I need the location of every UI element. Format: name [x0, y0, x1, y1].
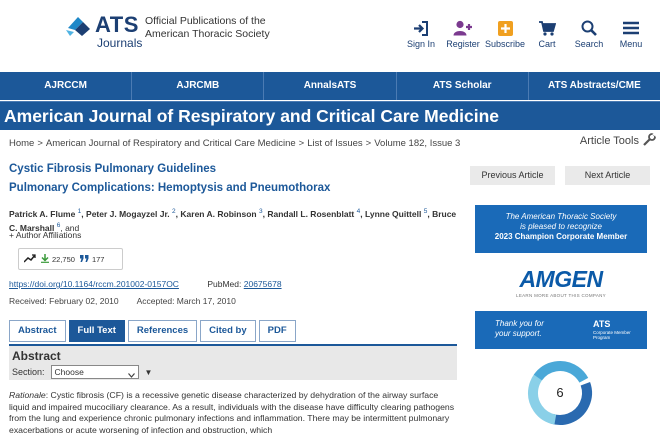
ad-thanks-line-1: Thank you for	[495, 319, 544, 328]
subscribe-icon	[484, 18, 526, 38]
register-icon	[442, 18, 484, 38]
logo-ats-text: ATS	[95, 12, 139, 37]
tagline	[145, 15, 270, 41]
site-header	[0, 0, 660, 70]
ad-line-3: 2023 Champion Corporate Member	[494, 232, 628, 241]
abstract-heading: Abstract	[12, 349, 61, 363]
article-section: Cystic Fibrosis Pulmonary Guidelines	[9, 163, 217, 175]
download-icon	[41, 254, 49, 265]
tab-abstract[interactable]: Abstract	[9, 320, 66, 342]
ad-header	[475, 205, 647, 253]
register-button[interactable]	[442, 18, 484, 49]
nav-item-ats-abstracts[interactable]: ATS Abstracts/CME	[548, 80, 641, 91]
breadcrumb-issue[interactable]: Volume 182, Issue 3	[374, 138, 461, 149]
ats-journals-logo[interactable]	[64, 14, 142, 49]
author-list: Patrick A. Flume $^1$, Peter J. Mogayzel Jr. $^2$, Karen A. Robinson $^3$, Randall L. Rosenblatt $^4$, Lynne Quittell $^5$, Bruce C. Marshall $^6$, and	[9, 208, 457, 233]
breadcrumb-separator: >	[298, 138, 305, 149]
nav-item-ajrccm[interactable]: AJRCCM	[0, 72, 132, 100]
article-tools-button[interactable]	[580, 133, 656, 149]
author-affiliation-sup[interactable]: 4	[356, 208, 361, 215]
ats-logo-icon	[64, 14, 92, 38]
tab-cited-by[interactable]: Cited by	[200, 320, 255, 342]
search-icon	[568, 18, 610, 38]
breadcrumb-separator: >	[37, 138, 43, 149]
breadcrumb-home[interactable]: Home	[9, 138, 35, 149]
search-button[interactable]	[568, 18, 610, 49]
ad-line-1: The American Thoracic Society	[505, 212, 617, 221]
amgen-subtitle: LEARN MORE ABOUT THIS COMPANY	[516, 293, 606, 298]
cart-button[interactable]	[526, 18, 568, 49]
next-article-button[interactable]: Next Article	[565, 166, 650, 185]
journal-banner	[0, 101, 660, 130]
ad-brand-panel	[475, 253, 647, 311]
cart-label: Cart	[538, 39, 556, 49]
article-title: Pulmonary Complications: Hemoptysis and Pneumothorax	[9, 182, 331, 194]
ad-line-2: is pleased to recognize	[520, 222, 602, 231]
author-affiliation-sup[interactable]: 5	[423, 208, 428, 215]
pubmed-label: PubMed:	[207, 279, 242, 289]
nav-item-ats-scholar[interactable]: ATS Scholar	[397, 72, 529, 100]
ad-ats-mark: ATS	[593, 319, 611, 329]
sign-in-label: Sign In	[406, 39, 436, 49]
nav-item-annalsats[interactable]: AnnalsATS	[264, 72, 396, 100]
tab-references[interactable]: References	[128, 320, 197, 342]
journals-nav	[0, 72, 660, 100]
altmetric-score: 6	[556, 385, 564, 400]
tagline-line-2: American Thoracic Society	[145, 28, 270, 40]
header-tools	[400, 18, 652, 49]
received-date: Received: February 02, 2010	[9, 296, 119, 306]
article-dates	[9, 296, 236, 306]
author-affiliation-sup[interactable]: 6	[56, 221, 61, 229]
author-name[interactable]: Patrick A. Flume	[9, 208, 76, 219]
trend-icon[interactable]	[24, 254, 36, 265]
doi-link[interactable]: https://doi.org/10.1164/rccm.201002-0157OC	[9, 279, 179, 289]
article-metrics	[18, 248, 123, 270]
author-affiliation-sup[interactable]: 1	[77, 208, 82, 215]
rationale-text: : Cystic fibrosis (CF) is a recessive genetic disease characterized by dehydration of the airway surface liquid and impaired mucociliary clearance. As a result, individuals with the disease have difficulty clearing pathogens from the lung and experience chronic pulmonary infections and inflammation. There may be intermittent pulmonary exacerbations or acute worsening of infection and obstruction, which	[9, 390, 455, 435]
breadcrumb-list-of-issues[interactable]: List of Issues	[307, 138, 363, 149]
ad-footer	[475, 311, 647, 349]
downloads-metric	[41, 254, 75, 265]
article-tabs	[9, 320, 296, 342]
tab-full-text[interactable]: Full Text	[69, 320, 125, 342]
section-label: Section:	[12, 367, 45, 377]
abstract-rationale	[9, 390, 455, 436]
subscribe-label: Subscribe	[484, 39, 526, 49]
tagline-line-1: Official Publications of the	[145, 15, 266, 27]
breadcrumb-journal[interactable]: American Journal of Respiratory and Critical Care Medicine	[45, 138, 296, 149]
author-affiliation-sup[interactable]: 3	[258, 208, 263, 215]
ad-ats-subtitle: Corporate Member Program	[593, 330, 631, 340]
wrench-icon	[643, 133, 656, 149]
menu-label: Menu	[619, 39, 643, 49]
downloads-count: 22,750	[52, 254, 75, 264]
article-tools-label: Article Tools	[579, 135, 639, 147]
search-label: Search	[574, 39, 604, 49]
cart-icon	[526, 18, 568, 38]
accepted-date: Accepted: March 17, 2010	[136, 296, 236, 306]
author-name[interactable]: Karen A. Robinson	[180, 208, 257, 219]
author-affiliations-toggle[interactable]: + Author Affiliations	[9, 230, 82, 240]
amgen-advertisement[interactable]	[475, 205, 647, 349]
menu-button[interactable]	[610, 18, 652, 49]
quote-icon	[80, 255, 89, 264]
section-select[interactable]	[51, 365, 139, 379]
citations-metric	[80, 255, 105, 264]
ad-thanks-line-2: your support.	[495, 329, 542, 338]
menu-icon	[610, 18, 652, 38]
author-affiliation-sup[interactable]: 2	[172, 208, 176, 215]
section-select-row	[12, 365, 152, 379]
select-arrow-icon[interactable]: ▼	[144, 367, 153, 377]
breadcrumb-separator: >	[365, 138, 372, 149]
register-label: Register	[446, 39, 480, 49]
author-name[interactable]: Bruce C. Marshall	[9, 208, 457, 233]
nav-item-ajrcmb[interactable]: AJRCMB	[132, 72, 264, 100]
ad-thanks	[495, 319, 544, 339]
logo-journals-text: Journals	[97, 36, 143, 50]
author-name[interactable]: Lynne Quittell	[364, 208, 422, 219]
previous-article-button[interactable]: Previous Article	[470, 166, 555, 185]
sign-in-icon	[400, 18, 442, 38]
altmetric-badge[interactable]	[525, 358, 595, 428]
pubmed-link[interactable]: 20675678	[243, 279, 282, 289]
breadcrumb	[9, 138, 460, 149]
abstract-header	[9, 344, 457, 380]
journal-title[interactable]: American Journal of Respiratory and Critical Care Medicine	[4, 106, 500, 126]
chevron-down-icon	[128, 369, 135, 381]
section-select-value: Choose	[54, 367, 84, 377]
subscribe-button[interactable]	[484, 18, 526, 49]
tab-pdf[interactable]: PDF	[259, 320, 296, 342]
rationale-label: Rationale	[9, 390, 46, 400]
citations-count: 177	[91, 254, 105, 264]
authors-tail: , and	[60, 222, 80, 233]
amgen-logo: AMGEN	[519, 266, 603, 292]
doi-row	[9, 279, 282, 289]
sign-in-button[interactable]	[400, 18, 442, 49]
author-name[interactable]: Randall L. Rosenblatt	[267, 208, 355, 219]
author-name[interactable]: Peter J. Mogayzel Jr.	[86, 208, 170, 219]
